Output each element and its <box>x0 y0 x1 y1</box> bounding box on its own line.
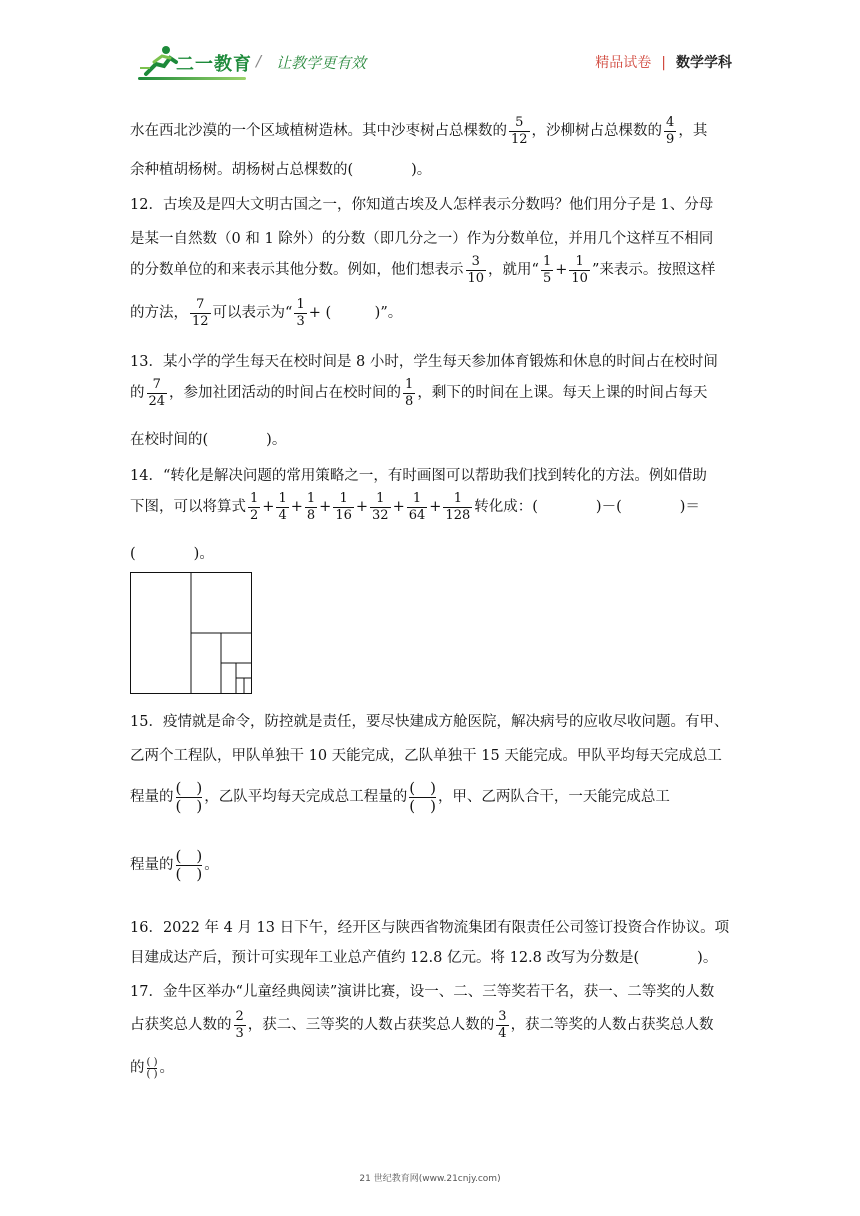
page-header <box>0 0 860 100</box>
numerator: 3 <box>498 1009 507 1024</box>
numerator-blank: ( ) <box>175 779 203 797</box>
numerator: 1 <box>542 254 552 269</box>
q13-text-a: 的 <box>130 385 145 402</box>
q17-text-b: ，获二、三等奖的人数占获奖总人数的 <box>247 1017 495 1034</box>
q15-text-a: 程量的 <box>130 789 174 805</box>
q12-text-e: 可以表示为“ <box>212 305 293 322</box>
fraction <box>466 255 487 285</box>
denominator: 8 <box>405 393 414 409</box>
q17-text-e: 。 <box>159 1060 174 1076</box>
numerator-blank: ( ) <box>409 779 436 797</box>
q13-text-b: ，参加社团活动的时间占在校时间的 <box>169 385 402 402</box>
q17-line-3 <box>130 1056 174 1080</box>
numerator: 1 <box>278 491 287 506</box>
q12-text-b: ，就用“ <box>488 262 539 279</box>
fraction <box>333 492 354 522</box>
answer-fraction-blank <box>409 780 436 814</box>
denominator-blank: ( ) <box>175 796 203 815</box>
denominator: 3 <box>296 313 305 329</box>
q12-text-f: + ( )”。 <box>308 305 403 322</box>
fraction <box>248 492 260 522</box>
q14-text-b: 转化成：( )－( )＝ <box>474 499 700 516</box>
denominator: 32 <box>372 507 389 523</box>
numerator: 5 <box>515 115 524 130</box>
subject-label: 数学学科 <box>676 55 732 71</box>
fraction <box>294 298 306 328</box>
denominator: 5 <box>542 270 552 286</box>
q12-line-1: 12．古埃及是四大文明古国之一，你知道古埃及人怎样表示分数吗？他们用分子是 1、分母 <box>130 197 714 213</box>
q12-line-4 <box>130 298 402 328</box>
numerator: 1 <box>296 297 305 312</box>
denominator: 12 <box>511 131 528 147</box>
answer-fraction-blank <box>176 848 203 882</box>
fraction <box>370 492 391 522</box>
fraction <box>541 255 553 285</box>
fraction <box>407 492 428 522</box>
denominator: 12 <box>192 313 209 329</box>
plus-sign: + <box>555 262 568 279</box>
halving-square-diagram <box>130 572 252 694</box>
denominator-blank: ( ) <box>146 1068 158 1080</box>
q17-line-1: 17．金牛区举办“儿童经典阅读”演讲比赛，设一、二、三等奖若干名，获一、二等奖的人数 <box>130 984 715 1000</box>
fraction <box>147 378 168 408</box>
numerator: 1 <box>306 491 316 506</box>
q13-text-c: ，剩下的时间在上课。每天上课的时间占每天 <box>417 385 708 402</box>
header-separator: | <box>661 55 666 71</box>
q15-line-3 <box>130 780 670 814</box>
denominator-blank: ( ) <box>175 864 203 883</box>
q15-text-e: 。 <box>204 857 219 873</box>
numerator: 1 <box>575 254 584 269</box>
fraction <box>305 492 317 522</box>
numerator: 1 <box>453 491 462 506</box>
denominator: 4 <box>278 507 287 523</box>
brand-slogan: 让教学更有效 <box>276 54 367 72</box>
logo-divider: / <box>256 52 262 70</box>
q17-line-2 <box>130 1010 714 1040</box>
quality-badge: 精品试卷 <box>595 55 652 71</box>
q11-text-a: 水在西北沙漠的一个区域植树造林。其中沙枣树占总棵数的 <box>130 123 507 140</box>
q17-text-c: ，获二等奖的人数占获奖总人数 <box>510 1017 714 1034</box>
q15-text-b: ，乙队平均每天完成总工程量的 <box>204 789 408 805</box>
numerator: 7 <box>196 297 205 312</box>
numerator: 1 <box>339 491 348 506</box>
q12-text-a: 的分数单位的和来表示其他分数。例如，他们想表示 <box>130 262 464 279</box>
q12-text-c: ”来表示。按照这样 <box>591 262 716 279</box>
q14-line-1: 14．“转化是解决问题的常用策略之一，有时画图可以帮助我们找到转化的方法。例如借助 <box>130 468 707 484</box>
fraction <box>190 298 211 328</box>
fraction <box>443 492 472 522</box>
fraction <box>664 116 676 146</box>
q13-line-1: 13．某小学的学生每天在校时间是 8 小时，学生每天参加体育锻炼和休息的时间占在校时间 <box>130 354 718 370</box>
q15-text-c: ，甲、乙两队合干，一天能完成总工 <box>437 789 670 805</box>
q14-line-2: 下图，可以将算式 $\frac{1}{2}$ + $\frac{1}{4}$ + $\frac{1}{8}$ + $\frac{1}{16}$ + $\frac{1}{32}$ + $\frac{1}{64}$ + $\frac{1}{128}$ 转化成：( )－( )＝ <box>130 491 700 523</box>
numerator: 4 <box>666 115 675 130</box>
numerator: 1 <box>405 377 414 392</box>
q12-line-2: 是某一自然数（0 和 1 除外）的分数（即几分之一）作为分数单位，并用几个这样互不相同 <box>130 231 714 247</box>
fraction <box>496 1010 508 1040</box>
denominator: 128 <box>445 507 471 523</box>
denominator: 64 <box>408 507 426 523</box>
denominator: 10 <box>467 270 485 286</box>
q16-line-1: 16．2022 年 4 月 13 日下午，经开区与陕西省物流集团有限责任公司签订投资合作协议。项 <box>130 920 730 936</box>
q14-line-3: ( )。 <box>130 546 214 562</box>
denominator: 16 <box>335 507 352 523</box>
brand-logo <box>136 44 386 84</box>
fraction <box>276 492 288 522</box>
denominator: 4 <box>498 1025 507 1041</box>
q14-text-a: 下图，可以将算式 <box>130 499 246 516</box>
numerator: 3 <box>471 254 480 269</box>
numerator: 1 <box>412 491 422 506</box>
denominator: 3 <box>235 1025 244 1041</box>
numerator-blank: ( ) <box>175 847 203 865</box>
brand-name: 二一教育 <box>176 54 252 75</box>
denominator: 24 <box>148 393 166 409</box>
denominator: 10 <box>571 270 588 286</box>
q11-line-2: 余种植胡杨树。胡杨树占总棵数的( )。 <box>130 162 432 178</box>
denominator-blank: ( ) <box>409 796 436 815</box>
answer-fraction-blank <box>147 1057 158 1080</box>
q15-text-d: 程量的 <box>130 857 174 873</box>
fraction <box>403 378 415 408</box>
q17-text-d: 的 <box>130 1060 145 1076</box>
numerator-blank: ( ) <box>146 1056 158 1068</box>
denominator: 9 <box>666 131 675 147</box>
fraction <box>509 116 530 146</box>
q12-line-3 <box>130 255 715 285</box>
q17-text-a: 占获奖总人数的 <box>130 1017 232 1034</box>
q16-line-2: 目建成达产后，预计可实现年工业总产值约 12.8 亿元。将 12.8 改写为分数是( )。 <box>130 950 718 966</box>
q12-text-d: 的方法， <box>130 305 188 322</box>
numerator: 2 <box>235 1009 244 1024</box>
denominator: 8 <box>306 507 316 523</box>
answer-fraction-blank <box>176 780 203 814</box>
numerator: 1 <box>250 491 259 506</box>
q11-text-b: ，沙柳树占总棵数的 <box>531 123 663 140</box>
denominator: 2 <box>250 507 259 523</box>
q11-line-1 <box>130 116 707 146</box>
fraction <box>234 1010 246 1040</box>
header-tags <box>595 52 732 72</box>
q15-line-1: 15．疫情就是命令，防控就是责任，要尽快建成方舱医院，解决病号的应收尽收问题。有甲、 <box>130 714 729 730</box>
numerator: 7 <box>152 377 161 392</box>
page-footer: 21 世纪教育网(www.21cnjy.com) <box>359 1174 501 1184</box>
q15-line-2: 乙两个工程队，甲队单独干 10 天能完成，乙队单独干 15 天能完成。甲队平均每天完成总工 <box>130 748 722 764</box>
q15-line-4 <box>130 848 219 882</box>
numerator: 1 <box>376 491 385 506</box>
logo-underline <box>138 77 246 80</box>
fraction <box>569 255 590 285</box>
q13-line-3: 在校时间的( )。 <box>130 432 287 448</box>
q11-text-c: ，其 <box>678 123 708 140</box>
q13-line-2 <box>130 378 707 408</box>
